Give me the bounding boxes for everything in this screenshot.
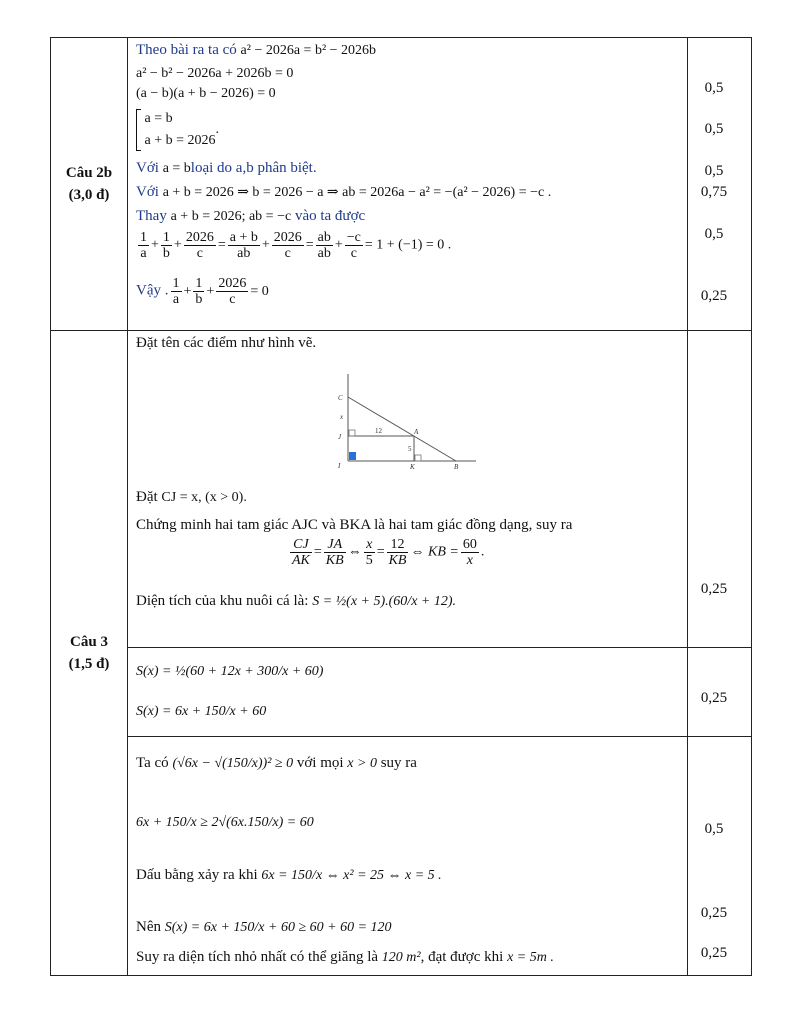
fig-label-12: 12 [375, 427, 382, 435]
q3-intro: Đặt tên các điểm như hình vẽ. [136, 335, 317, 351]
fig-label-b: B [454, 463, 459, 469]
triangle-figure [328, 369, 488, 469]
q2b-l1-text: Theo bài ra ta có [136, 42, 237, 58]
q3-part1-score: 0,25 [700, 581, 728, 597]
q3-p3-l5-m2: x = 5m . [507, 950, 554, 965]
fig-label-5: 5 [408, 445, 412, 453]
q3-p3-l1-tail: suy ra [380, 755, 417, 771]
q3-label-cell [51, 331, 128, 976]
q3-part2-content [128, 648, 688, 737]
q2b-l1-math: a² − 2026a = b² − 2026b [240, 43, 377, 58]
q3-part1-score-cell [688, 331, 752, 648]
q2b-score: 0,75 [700, 184, 728, 200]
q2b-l4b: a + b = 2026 [144, 133, 216, 148]
q3-p2-l1: S(x) = ½(60 + 12x + 300/x + 60) [136, 664, 324, 679]
q2b-bracket [136, 109, 141, 151]
q2b-score-cell [688, 38, 752, 331]
fig-label-j: J [338, 433, 342, 441]
q2b-label-cell [51, 38, 128, 331]
q3-set-math: CJ = x, (x > 0). [161, 490, 247, 505]
q3-p3-l3-math: 6x = 150/x ⇔ x² = 25 ⇔ x = 5 . [261, 868, 442, 883]
q3-part3-score: 0,25 [700, 905, 728, 921]
q3-prove: Chứng minh hai tam giác AJC và BKA là hai tam giác đồng dạng, suy ra [136, 517, 573, 533]
row-q3-part2 [51, 648, 752, 737]
q3-part2-score-cell [688, 648, 752, 737]
q3-p3-l1-cond: x > 0 [347, 756, 377, 771]
q2b-content: Theo bài ra ta có a² − 2026a = b² − 2026b a² − b² − 2026a + 2026b = 0 (a − b)(a + b − 2026) = 0 a = b a + b = 2026 . Với a = bloại do a,b phân biệt. Với a + b = 2026 ⇒ b = 2026 − a ⇒ ab = 2026a − a² = −(a² − 2026) = −c . Thay a + b = 2026; ab = −c vào ta được $\frac{1}{a}$ + $\frac{1}{b}$ + $\frac{2026}{c}$ = $\frac{a + b}{ab}$ + $\frac{2026}{c}$ = $\frac{ab}{ab}$ + $\frac{-c}{c}$ = 1 + (−1) = 0 . Vậy . $\frac{1}{a}$ + $\frac{1}{b}$ + $\frac{2026}{c}$ = 0 [128, 38, 688, 331]
q2b-score: 0,25 [700, 288, 728, 304]
q2b-l7-pre: Thay [136, 208, 167, 224]
q3-p2-l2: S(x) = 6x + 150/x + 60 [136, 704, 267, 719]
q2b-l9-pre: Vậy . [136, 282, 169, 299]
q3-part3-score-cell [688, 737, 752, 976]
q3-p3-l5-pre: Suy ra diện tích nhỏ nhất có thể giăng là [136, 949, 379, 965]
q3-p3-l5-mid: , đạt được khi [420, 949, 504, 965]
q3-p3-l4-pre: Nên [136, 919, 161, 935]
q2b-l9: Vậy . $\frac{1}{a}$ + $\frac{1}{b}$ + $\frac{2026}{c}$ = 0 [136, 276, 269, 307]
q2b-l9-tail: = 0 [250, 283, 269, 299]
q2b-l3: (a − b)(a + b − 2026) = 0 [136, 86, 276, 101]
q2b-l2: a² − b² − 2026a + 2026b = 0 [136, 66, 294, 81]
q3-part3-score: 0,5 [704, 821, 724, 837]
q3-set: Đặt [136, 489, 158, 505]
q3-label: Câu 3 [70, 634, 108, 650]
answer-table [50, 37, 752, 976]
q2b-l7-math: a + b = 2026; ab = −c [170, 209, 292, 224]
q3-p3-l1-post: với mọi [296, 755, 344, 771]
fig-label-c: C [338, 394, 343, 402]
q2b-points: (3,0 đ) [68, 187, 110, 203]
q3-part2-score: 0,25 [700, 690, 728, 706]
q3-area-math: S = ½(x + 5).(60/x + 12). [312, 594, 457, 609]
q3-p3-l5-m1: 120 m² [381, 950, 421, 965]
q2b-l6-math: a + b = 2026 ⇒ b = 2026 − a ⇒ ab = 2026a − a² = −(a² − 2026) = −c . [162, 185, 552, 200]
q3-part3-score: 0,25 [700, 945, 728, 961]
fig-label-x: x [340, 413, 344, 421]
q2b-score: 0,5 [704, 226, 724, 242]
q3-p3-l4-math: S(x) = 6x + 150/x + 60 ≥ 60 + 60 = 120 [164, 920, 392, 935]
q2b-l4a: a = b [144, 111, 173, 126]
q3-area: Diện tích của khu nuôi cá là: [136, 593, 309, 609]
row-q3-part3 [51, 737, 752, 976]
fig-label-k: K [410, 463, 415, 469]
q2b-l5-post: loại do a,b phân biệt. [190, 160, 317, 176]
fig-label-i: I [338, 462, 341, 469]
fig-label-a: A [414, 428, 419, 436]
q2b-score: 0,5 [704, 121, 724, 137]
q2b-score: 0,5 [704, 163, 724, 179]
q3-points: (1,5 đ) [68, 656, 110, 672]
q2b-l8: $\frac{1}{a}$ + $\frac{1}{b}$ + $\frac{2026}{c}$ = $\frac{a + b}{ab}$ + $\frac{2026}{c}$ = $\frac{ab}{ab}$ + $\frac{-c}{c}$ = 1 + (−1) = 0 . [140, 230, 452, 261]
row-q3-part1 [51, 331, 752, 648]
q3-ratio: $\frac{CJ}{AK}$ = $\frac{JA}{KB}$ ⇔ $\frac{x}{5}$ = $\frac{12}{KB}$ ⇔ KB = $\frac{60}{x}$ . [292, 537, 485, 568]
q3-p3-l1-math: (√6x − √(150/x))² ≥ 0 [172, 756, 294, 771]
q3-part3-content [128, 737, 688, 976]
q2b-l7-post: vào ta được [294, 208, 366, 224]
row-q2b [51, 38, 752, 331]
q2b-l6-pre: Với [136, 184, 159, 200]
q2b-l5-pre: Với [136, 160, 159, 176]
q2b-l5-math: a = b [162, 161, 191, 176]
q3-p3-l2: 6x + 150/x ≥ 2√(6x.150/x) = 60 [136, 815, 314, 830]
q3-p3-l3-pre: Dấu bằng xảy ra khi [136, 867, 258, 883]
q2b-score: 0,5 [704, 80, 724, 96]
q2b-l8-tail: = 1 + (−1) = 0 . [364, 237, 452, 253]
q3-p3-l1-pre: Ta có [136, 755, 169, 771]
q3-part1-content [128, 331, 688, 648]
q2b-label: Câu 2b [65, 165, 113, 181]
